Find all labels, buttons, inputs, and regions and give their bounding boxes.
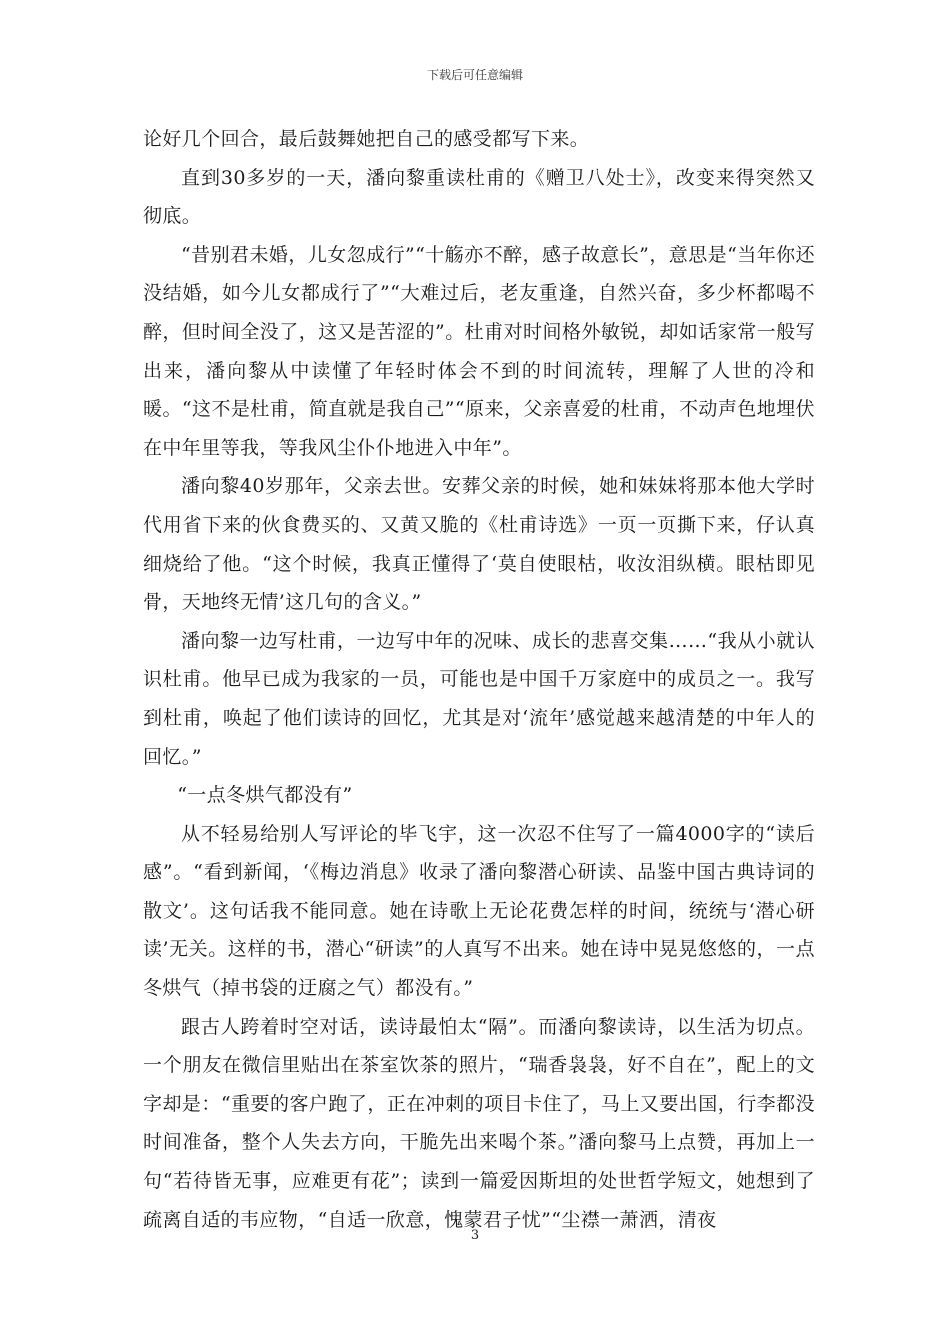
page-header: 下载后可任意编辑 — [426, 68, 523, 82]
page-number: 3 — [470, 1228, 480, 1243]
paragraph: 潘向黎40岁那年，父亲去世。安葬父亲的时候，她和妹妹将那本他大学时代用省下来的伙食费买的、又黄又脆的《杜甫诗选》一页一页撕下来，仔认真细烧给了他。“这个时候，我真正懂得了‘莫自使眼枯，收汝泪纵横。眼枯即见骨，天地终无情’这几句的含义。” — [143, 475, 815, 614]
paragraph: 潘向黎一边写杜甫，一边写中年的况味、成长的悲喜交集……“我从小就认识杜甫。他早已成为我家的一员，可能也是中国千万家庭中的成员之一。我写到杜甫，唤起了他们读诗的回忆，尤其是对‘流年’感觉越来越清楚的中年人的回忆。” — [143, 629, 815, 768]
section-heading: “一点冬烘气都没有” — [177, 784, 353, 807]
paragraph: 跟古人跨着时空对话，读诗最怕太“隔”。而潘向黎读诗，以生活为切点。一个朋友在微信里贴出在茶室饮茶的照片，“瑞香袅袅，好不自在”，配上的文字却是：“重要的客户跑了，正在冲刺的项目卡住了，马上又要出国，行李都没时间准备，整个人失去方向，干脆先出来喝个茶。”潘向黎马上点赞，再加上一句“若待皆无事，应难更有花”；读到一篇爱因斯坦的处世哲学短文，她想到了疏离自适的韦应物，“自适一欣意，愧蒙君子忧”“尘襟一萧洒，清夜 — [143, 1015, 815, 1231]
paragraph: 从不轻易给别人写评论的毕飞宇，这一次忍不住写了一篇4000字的“读后感”。“看到新闻，‘《梅边消息》收录了潘向黎潜心研读、品鉴中国古典诗词的散文’。这句话我不能同意。她在诗歌上无论花费怎样的时间，统统与‘潜心研读’无关。这样的书，潜心“研读”的人真写不出来。她在诗中晃晃悠悠的，一点冬烘气（掉书袋的迂腐之气）都没有。” — [143, 822, 815, 1000]
paragraph: “昔别君未婚，儿女忽成行”“十觞亦不醉，感子故意长”，意思是“当年你还没结婚，如今儿女都成行了”“大难过后，老友重逢，自然兴奋，多少杯都喝不醉，但时间全没了，这又是苦涩的”。杜甫对时间格外敏锐，却如话家常一般写出来，潘向黎从中读懂了年轻时体会不到的时间流转，理解了人世的冷和暖。“这不是杜甫，简直就是我自己”“原来，父亲喜爱的杜甫，不动声色地埋伏在中年里等我，等我风尘仆仆地进入中年”。 — [143, 243, 815, 459]
paragraph: 直到30多岁的一天，潘向黎重读杜甫的《赠卫八处士》，改变来得突然又彻底。 — [143, 166, 815, 228]
paragraph-continuation: 论好几个回合，最后鼓舞她把自己的感受都写下来。 — [143, 128, 590, 150]
document-body — [143, 120, 815, 1239]
